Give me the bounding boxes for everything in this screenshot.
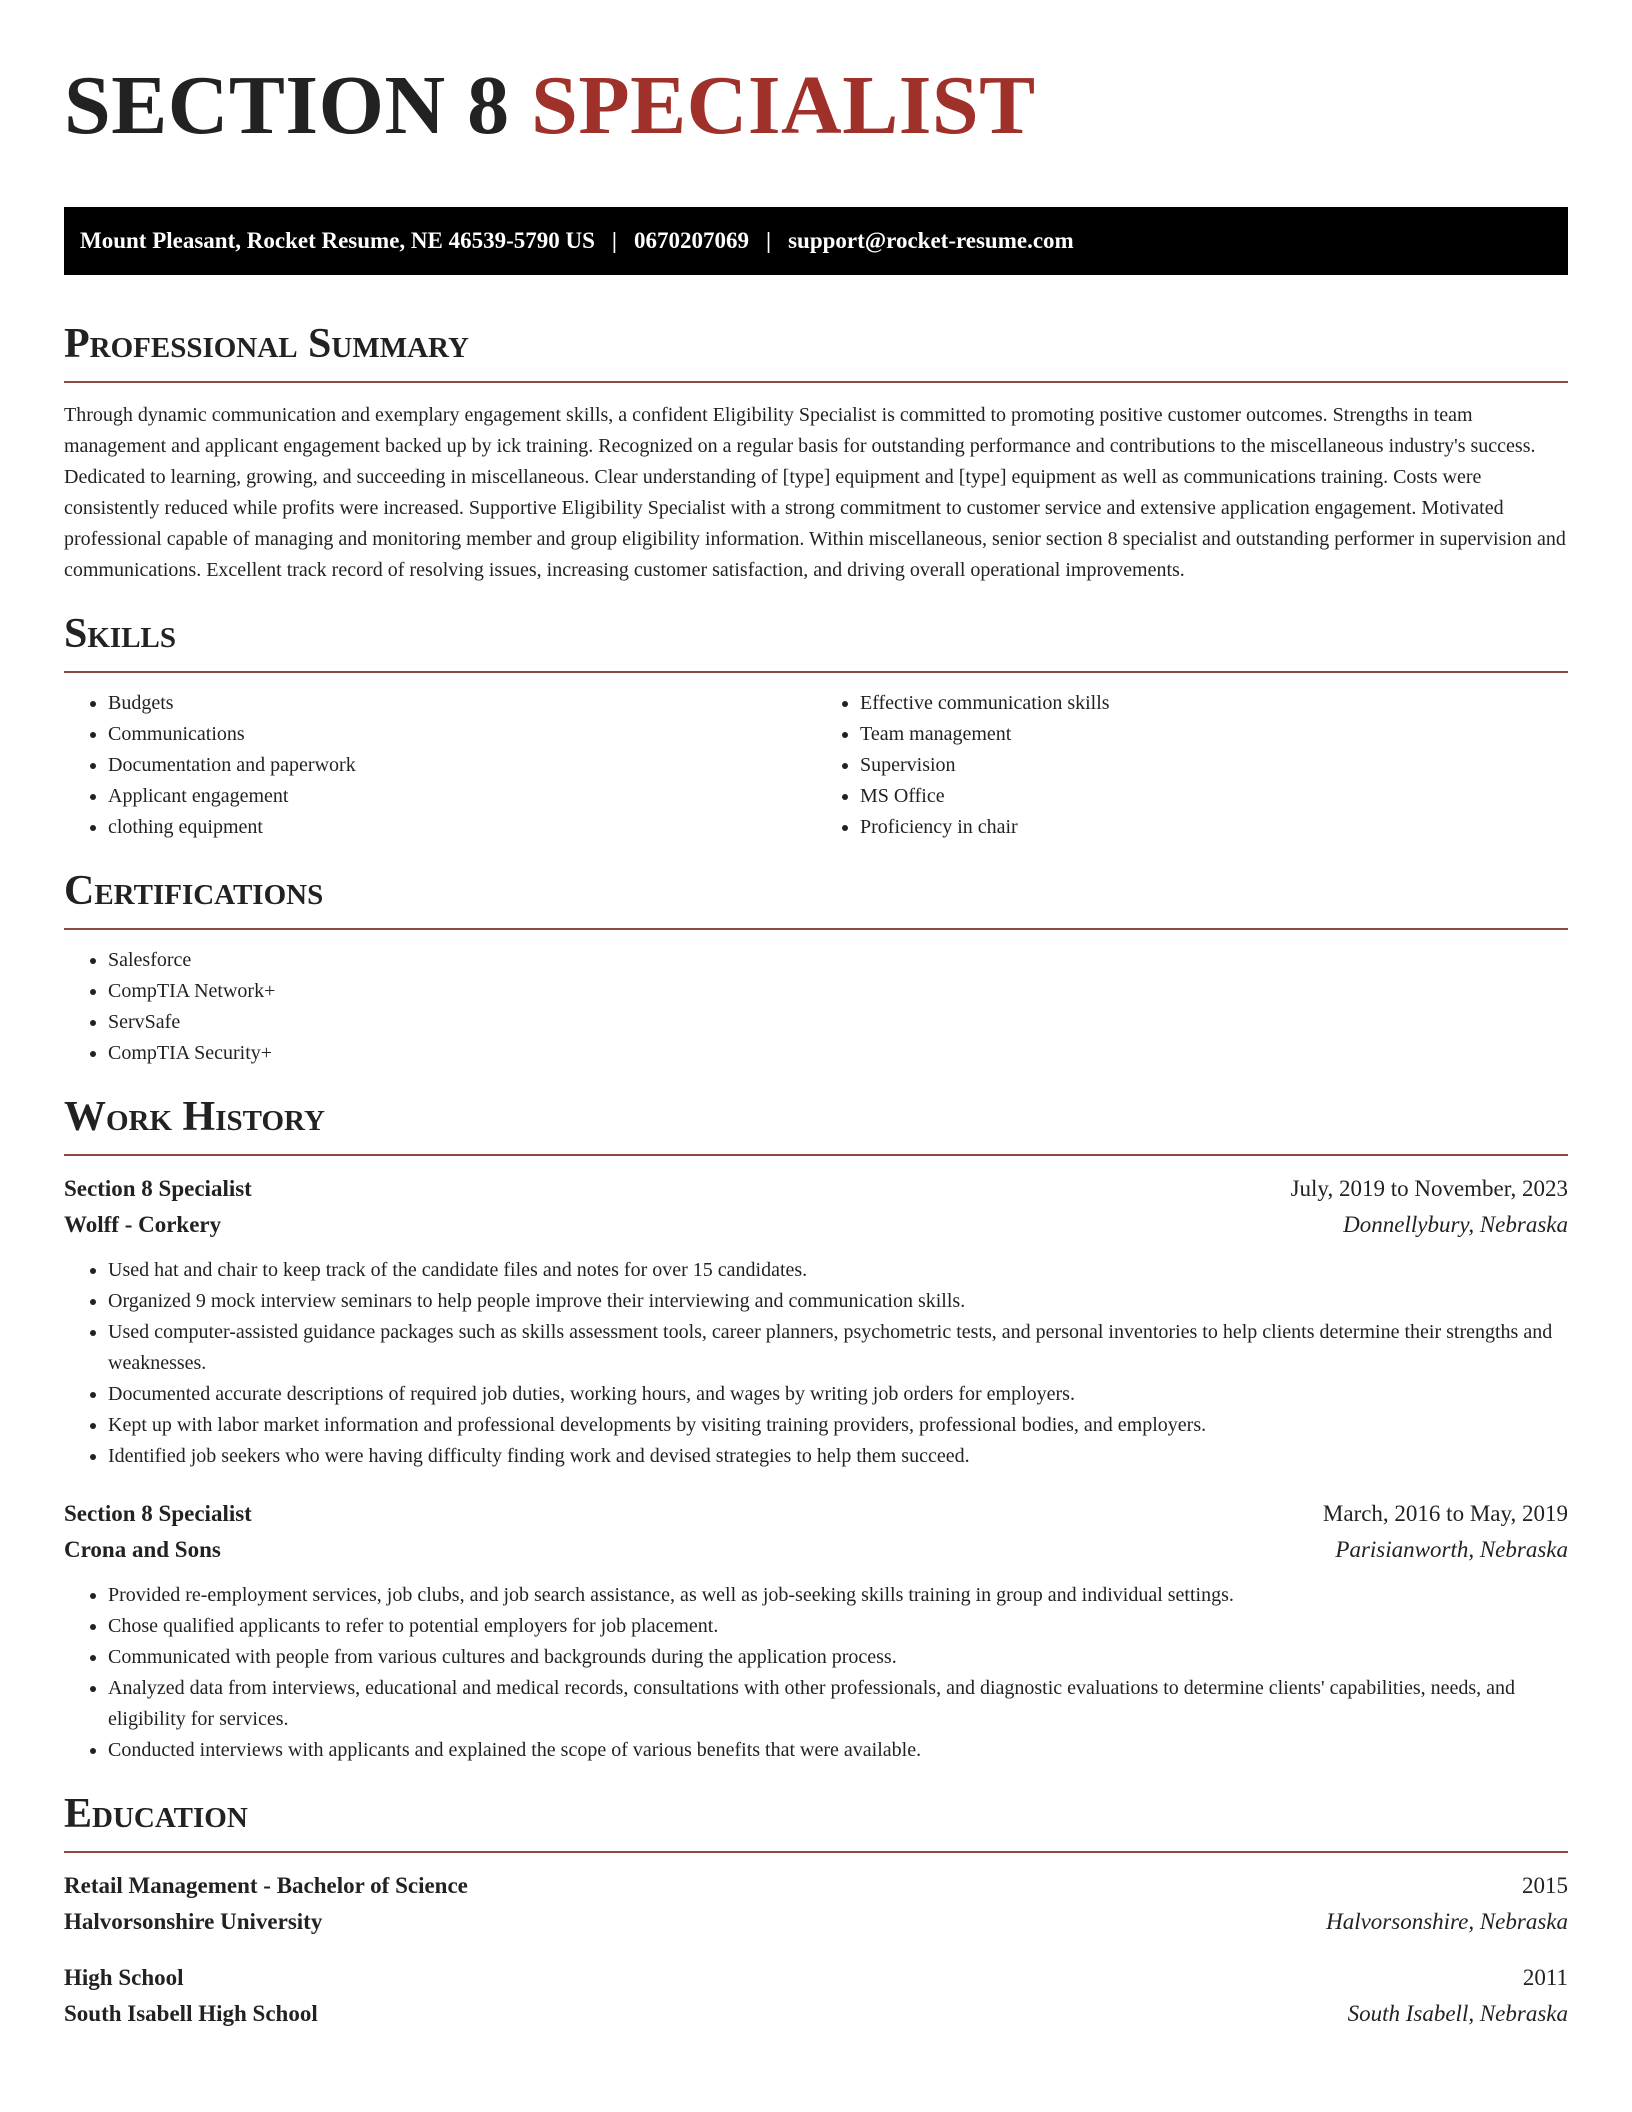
skill-item: • MS Office — [860, 781, 1568, 812]
skill-item: • Communications — [108, 719, 816, 750]
job-location: Donnellybury, Nebraska — [1343, 1212, 1568, 1237]
contact-phone[interactable]: 0670207069 — [634, 228, 749, 253]
contact-bar — [64, 207, 1568, 275]
skill-item: • Applicant engagement — [108, 781, 816, 812]
section-divider — [64, 1154, 1568, 1156]
certification-item: • Salesforce — [108, 945, 1568, 976]
certifications-list — [64, 945, 1568, 1069]
skill-item: • Effective communication skills — [860, 688, 1568, 719]
contact-email[interactable]: support@rocket-resume.com — [788, 228, 1074, 253]
section-divider — [64, 928, 1568, 930]
section-title-education: Education — [64, 1791, 248, 1837]
job-bullet: • Used computer-assisted guidance packages such as skills assessment tools, career planners, psychometric tests, and personal inventories to help clients determine their strengths and weaknesses. — [108, 1317, 1568, 1379]
summary-text: Through dynamic communication and exemplary engagement skills, a confident Eligibility Specialist is committed to promoting positive customer outcomes. Strengths in team management and applicant engagement backed up by ick training. Recognized on a regular basis for outstanding performance and contributions to the miscellaneous industry's success. Dedicated to learning, growing, and succeeding in miscellaneous. Clear understanding of [type] equipment and [type] equipment as well as communications training. Costs were consistently reduced while profits were increased. Supportive Eligibility Specialist with a strong commitment to customer service and extensive application engagement. Motivated professional capable of managing and monitoring member and group eligibility information. Within miscellaneous, senior section 8 specialist and outstanding performer in supervision and communications. Excellent track record of resolving issues, increasing customer satisfaction, and driving overall operational improvements. — [64, 404, 1566, 581]
job-bullet: • Organized 9 mock interview seminars to help people improve their interviewing and communication skills. — [108, 1286, 1568, 1317]
job-dates: July, 2019 to November, 2023 — [1290, 1176, 1568, 1201]
contact-separator: | — [611, 228, 617, 253]
job-bullet: • Communicated with people from various cultures and backgrounds during the application process. — [108, 1642, 1568, 1673]
job-bullet: • Documented accurate descriptions of required job duties, working hours, and wages by writing job orders for employers. — [108, 1379, 1568, 1410]
job-entry — [64, 1171, 1568, 1472]
skill-item: • Documentation and paperwork — [108, 750, 816, 781]
education-year: 2015 — [1522, 1873, 1568, 1898]
job-bullet: • Conducted interviews with applicants and explained the scope of various benefits that were available. — [108, 1735, 1568, 1766]
job-bullet: • Analyzed data from interviews, educational and medical records, consultations with other professionals, and diagnostic evaluations to determine clients' capabilities, needs, and eligibility for services. — [108, 1673, 1568, 1735]
skill-item: • clothing equipment — [108, 812, 816, 843]
education-degree: High School — [64, 1965, 184, 1990]
job-dates: March, 2016 to May, 2019 — [1322, 1501, 1568, 1526]
contact-address: Mount Pleasant, Rocket Resume, NE 46539-5790 US — [80, 228, 595, 253]
job-bullet: • Identified job seekers who were having difficulty finding work and devised strategies to help them succeed. — [108, 1441, 1568, 1472]
education-school-row — [64, 1996, 1568, 2032]
job-bullets — [64, 1255, 1568, 1472]
section-divider — [64, 1851, 1568, 1853]
education-school-row — [64, 1904, 1568, 1940]
certifications-section — [64, 866, 1568, 1069]
education-header-row — [64, 1868, 1568, 1904]
skill-item: • Budgets — [108, 688, 816, 719]
summary-section — [64, 319, 1568, 586]
education-section — [64, 1789, 1568, 2032]
section-divider — [64, 381, 1568, 383]
job-entry — [64, 1496, 1568, 1766]
name-first: SECTION 8 — [64, 59, 510, 152]
skill-item: • Team management — [860, 719, 1568, 750]
certification-item: • CompTIA Security+ — [108, 1038, 1568, 1069]
education-header-row — [64, 1960, 1568, 1996]
section-divider — [64, 671, 1568, 673]
job-company: Crona and Sons — [64, 1537, 221, 1562]
contact-separator: | — [766, 228, 772, 253]
job-bullet: • Used hat and chair to keep track of the candidate files and notes for over 15 candidates. — [108, 1255, 1568, 1286]
education-location: Halvorsonshire, Nebraska — [1326, 1909, 1568, 1934]
job-bullet: • Chose qualified applicants to refer to potential employers for job placement. — [108, 1611, 1568, 1642]
job-company: Wolff - Corkery — [64, 1212, 222, 1237]
education-entry — [64, 1960, 1568, 2032]
resume-name — [64, 58, 1568, 154]
section-title-certifications: Certifications — [64, 868, 324, 914]
job-bullets — [64, 1580, 1568, 1766]
education-entry — [64, 1868, 1568, 1940]
job-bullet: • Kept up with labor market information and professional developments by visiting training providers, professional bodies, and employers. — [108, 1410, 1568, 1441]
job-position: Section 8 Specialist — [64, 1501, 252, 1526]
education-school: Halvorsonshire University — [64, 1909, 323, 1934]
skills-list-right — [816, 688, 1568, 843]
job-company-row — [64, 1532, 1568, 1568]
work-history-section — [64, 1092, 1568, 1766]
education-school: South Isabell High School — [64, 2001, 318, 2026]
job-location: Parisianworth, Nebraska — [1335, 1537, 1568, 1562]
skills-list-left — [64, 688, 816, 843]
skill-item: • Supervision — [860, 750, 1568, 781]
job-bullet: • Provided re-employment services, job clubs, and job search assistance, as well as job-seeking skills training in group and individual settings. — [108, 1580, 1568, 1611]
job-header-row — [64, 1171, 1568, 1207]
education-location: South Isabell, Nebraska — [1347, 2001, 1568, 2026]
job-company-row — [64, 1207, 1568, 1243]
section-title-summary: Professional Summary — [64, 321, 469, 367]
skill-item: • Proficiency in chair — [860, 812, 1568, 843]
section-title-skills: Skills — [64, 611, 177, 657]
certification-item: • CompTIA Network+ — [108, 976, 1568, 1007]
section-title-work-history: Work History — [64, 1094, 325, 1140]
education-year: 2011 — [1522, 1965, 1568, 1990]
skills-section — [64, 609, 1568, 843]
skills-grid — [64, 688, 1568, 843]
job-position: Section 8 Specialist — [64, 1176, 252, 1201]
job-header-row — [64, 1496, 1568, 1532]
name-last: SPECIALIST — [531, 59, 1036, 152]
education-degree: Retail Management - Bachelor of Science — [64, 1873, 468, 1898]
certification-item: • ServSafe — [108, 1007, 1568, 1038]
